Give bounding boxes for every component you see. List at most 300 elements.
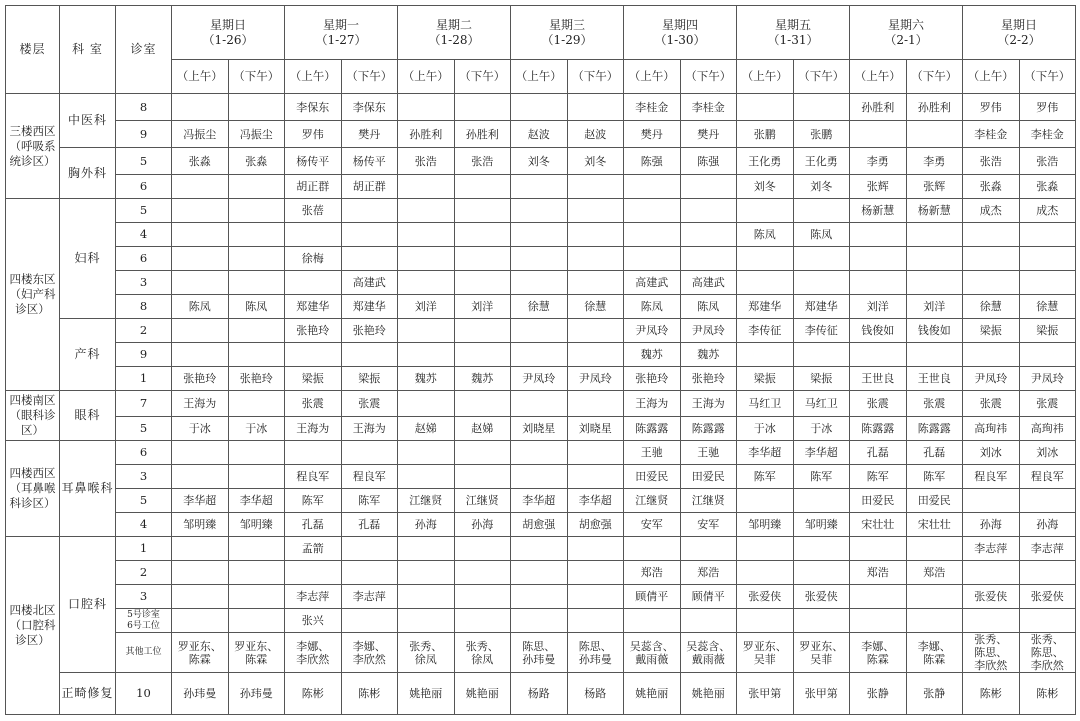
day-header: [172, 6, 285, 60]
doctor-cell: 顾倩平: [680, 585, 737, 609]
schedule-row: [6, 175, 1076, 199]
department-cell: 眼科: [60, 391, 116, 441]
doctor-cell: [398, 561, 455, 585]
doctor-cell: 陈军: [285, 489, 342, 513]
day-header: [737, 6, 850, 60]
doctor-cell: 钱俊如: [906, 319, 963, 343]
doctor-cell: 郑浩: [680, 561, 737, 585]
doctor-cell: [172, 561, 229, 585]
doctor-cell: 郑建华: [793, 295, 850, 319]
doctor-cell: 张震: [341, 391, 398, 417]
doctor-cell: 张爱侠: [1019, 585, 1076, 609]
doctor-cell: [624, 609, 681, 633]
doctor-cell: [793, 609, 850, 633]
doctor-cell: [454, 441, 511, 465]
doctor-cell: 张淼: [172, 148, 229, 175]
doctor-cell: [1019, 271, 1076, 295]
doctor-cell: 张艳玲: [228, 367, 285, 391]
doctor-cell: 宋壮壮: [906, 513, 963, 537]
doctor-cell: 陈彬: [963, 673, 1020, 715]
doctor-cell: 樊丹: [624, 121, 681, 148]
doctor-cell: [228, 199, 285, 223]
day-date: （1-28）: [428, 32, 480, 47]
doctor-cell: [850, 537, 907, 561]
doctor-cell: 李娜、 陈霖: [906, 633, 963, 673]
doctor-cell: 李娜、 李欣然: [341, 633, 398, 673]
doctor-cell: [1019, 609, 1076, 633]
day-header: [398, 6, 511, 60]
doctor-cell: 张震: [285, 391, 342, 417]
doctor-cell: [228, 343, 285, 367]
doctor-cell: 胡正群: [341, 175, 398, 199]
doctor-cell: 李娜、 陈霖: [850, 633, 907, 673]
doctor-cell: 王世良: [906, 367, 963, 391]
doctor-cell: 程良军: [285, 465, 342, 489]
doctor-cell: 杨传平: [285, 148, 342, 175]
doctor-cell: [567, 465, 624, 489]
doctor-cell: [793, 247, 850, 271]
floor-zone-cell: 四楼南区 （眼科诊 区）: [6, 391, 60, 441]
doctor-cell: 陈凤: [624, 295, 681, 319]
doctor-cell: [172, 537, 229, 561]
department-cell: 产科: [60, 319, 116, 391]
doctor-cell: [963, 271, 1020, 295]
doctor-cell: [567, 441, 624, 465]
room-number-cell: 6: [116, 247, 172, 271]
doctor-cell: [567, 175, 624, 199]
day-name: 星期日: [1001, 17, 1038, 32]
doctor-cell: [906, 121, 963, 148]
pm-header: （下午）: [228, 60, 285, 94]
doctor-cell: 徐梅: [285, 247, 342, 271]
schedule-row: [6, 271, 1076, 295]
doctor-cell: [737, 609, 794, 633]
doctor-cell: [511, 247, 568, 271]
doctor-cell: 李华超: [228, 489, 285, 513]
doctor-cell: 刘洋: [454, 295, 511, 319]
doctor-cell: 张秀、 陈思、 李欣然: [963, 633, 1020, 673]
doctor-cell: 刘冬: [793, 175, 850, 199]
doctor-cell: 张秀、 陈思、 李欣然: [1019, 633, 1076, 673]
doctor-cell: [228, 537, 285, 561]
pm-header: （下午）: [680, 60, 737, 94]
day-name: 星期二: [435, 17, 472, 32]
room-number-cell: 1: [116, 367, 172, 391]
schedule-row: [6, 465, 1076, 489]
doctor-cell: [511, 94, 568, 121]
doctor-cell: 王化勇: [793, 148, 850, 175]
doctor-cell: [906, 585, 963, 609]
schedule-row: [6, 417, 1076, 441]
room-number-cell: 8: [116, 94, 172, 121]
doctor-cell: 孙胜利: [454, 121, 511, 148]
doctor-cell: [454, 585, 511, 609]
doctor-cell: 孟箭: [285, 537, 342, 561]
pm-header: （下午）: [906, 60, 963, 94]
doctor-cell: 李保东: [341, 94, 398, 121]
doctor-cell: [228, 94, 285, 121]
doctor-cell: 张淼: [1019, 175, 1076, 199]
doctor-cell: [341, 247, 398, 271]
doctor-cell: 徐慧: [511, 295, 568, 319]
doctor-cell: [793, 271, 850, 295]
doctor-cell: 胡愈强: [511, 513, 568, 537]
doctor-cell: [963, 561, 1020, 585]
doctor-cell: 江继贤: [680, 489, 737, 513]
am-header: （上午）: [850, 60, 907, 94]
room-number-cell: 3: [116, 585, 172, 609]
doctor-cell: [850, 609, 907, 633]
doctor-cell: 张浩: [1019, 148, 1076, 175]
schedule-row: [6, 489, 1076, 513]
pm-header: （下午）: [793, 60, 850, 94]
doctor-cell: [511, 585, 568, 609]
doctor-cell: 刘洋: [906, 295, 963, 319]
doctor-cell: [906, 223, 963, 247]
doctor-cell: 魏苏: [454, 367, 511, 391]
doctor-cell: 陈露露: [850, 417, 907, 441]
doctor-cell: 郑浩: [906, 561, 963, 585]
doctor-cell: [567, 537, 624, 561]
doctor-cell: [285, 561, 342, 585]
doctor-cell: 赵波: [567, 121, 624, 148]
doctor-cell: 田爱民: [906, 489, 963, 513]
doctor-cell: [454, 319, 511, 343]
doctor-cell: [906, 609, 963, 633]
doctor-cell: 陈思、 孙玮曼: [511, 633, 568, 673]
doctor-cell: [285, 343, 342, 367]
doctor-cell: 陈军: [737, 465, 794, 489]
doctor-cell: 程良军: [1019, 465, 1076, 489]
doctor-cell: 程良军: [963, 465, 1020, 489]
doctor-cell: 张艳玲: [680, 367, 737, 391]
doctor-cell: [567, 223, 624, 247]
doctor-cell: [511, 537, 568, 561]
doctor-cell: 陈露露: [680, 417, 737, 441]
doctor-cell: 王海为: [624, 391, 681, 417]
doctor-cell: [737, 343, 794, 367]
doctor-cell: 高建武: [341, 271, 398, 295]
doctor-cell: 邹明臻: [172, 513, 229, 537]
doctor-cell: [511, 319, 568, 343]
doctor-cell: 罗亚东、 吴菲: [737, 633, 794, 673]
doctor-cell: 王海为: [341, 417, 398, 441]
doctor-cell: 孔磊: [285, 513, 342, 537]
schedule-wrapper: [5, 5, 1076, 715]
room-number-cell: 6: [116, 175, 172, 199]
doctor-cell: 樊丹: [341, 121, 398, 148]
day-name: 星期日: [209, 17, 246, 32]
doctor-cell: 张爱侠: [737, 585, 794, 609]
doctor-cell: [850, 247, 907, 271]
day-date: （1-31）: [767, 32, 819, 47]
doctor-cell: [228, 585, 285, 609]
schedule-row: [6, 441, 1076, 465]
doctor-cell: 李华超: [511, 489, 568, 513]
doctor-cell: [172, 465, 229, 489]
doctor-cell: 张爱侠: [963, 585, 1020, 609]
doctor-cell: 徐慧: [963, 295, 1020, 319]
doctor-cell: 李华超: [737, 441, 794, 465]
doctor-cell: [793, 94, 850, 121]
doctor-cell: 陈彬: [341, 673, 398, 715]
room-number-cell: 10: [116, 673, 172, 715]
doctor-cell: 程良军: [341, 465, 398, 489]
doctor-cell: [624, 537, 681, 561]
room-number-cell: 4: [116, 513, 172, 537]
doctor-cell: [285, 441, 342, 465]
doctor-cell: 刘洋: [850, 295, 907, 319]
doctor-cell: [454, 94, 511, 121]
day-name: 星期四: [661, 17, 698, 32]
am-header: （上午）: [398, 60, 455, 94]
doctor-cell: [398, 94, 455, 121]
doctor-cell: [285, 271, 342, 295]
doctor-cell: 孙玮曼: [172, 673, 229, 715]
room-number-cell: 9: [116, 343, 172, 367]
doctor-cell: 罗亚东、 吴菲: [793, 633, 850, 673]
schedule-row: [6, 148, 1076, 175]
schedule-row: [6, 513, 1076, 537]
doctor-cell: [624, 199, 681, 223]
doctor-cell: [228, 561, 285, 585]
doctor-cell: 李桂金: [680, 94, 737, 121]
day-header: [285, 6, 398, 60]
doctor-cell: 魏苏: [398, 367, 455, 391]
doctor-cell: 孙胜利: [906, 94, 963, 121]
doctor-cell: [454, 223, 511, 247]
doctor-cell: [454, 537, 511, 561]
department-cell: 正畸修复: [60, 673, 116, 715]
department-cell: 胸外科: [60, 148, 116, 199]
doctor-cell: 张蓓: [285, 199, 342, 223]
doctor-cell: 罗亚东、 陈霖: [228, 633, 285, 673]
doctor-cell: 江继贤: [624, 489, 681, 513]
doctor-cell: 李桂金: [1019, 121, 1076, 148]
doctor-cell: [511, 343, 568, 367]
doctor-cell: [737, 271, 794, 295]
am-header: （上午）: [737, 60, 794, 94]
doctor-cell: [228, 319, 285, 343]
room-number-cell: 其他工位: [116, 633, 172, 673]
doctor-cell: [511, 199, 568, 223]
doctor-cell: 王海为: [285, 417, 342, 441]
doctor-cell: [454, 175, 511, 199]
doctor-cell: [511, 465, 568, 489]
schedule-row: [6, 247, 1076, 271]
doctor-cell: 刘冬: [567, 148, 624, 175]
doctor-cell: [737, 247, 794, 271]
room-number-cell: 7: [116, 391, 172, 417]
doctor-cell: 张静: [906, 673, 963, 715]
doctor-cell: 杨新慧: [850, 199, 907, 223]
doctor-cell: [1019, 223, 1076, 247]
doctor-cell: 张艳玲: [624, 367, 681, 391]
doctor-cell: 孙海: [454, 513, 511, 537]
doctor-cell: [398, 585, 455, 609]
doctor-cell: [172, 271, 229, 295]
doctor-cell: 安军: [680, 513, 737, 537]
doctor-cell: [398, 441, 455, 465]
room-number-cell: 5: [116, 199, 172, 223]
schedule-row: [6, 609, 1076, 633]
department-cell: 妇科: [60, 199, 116, 319]
day-date: （1-29）: [541, 32, 593, 47]
doctor-cell: [567, 343, 624, 367]
doctor-cell: [511, 271, 568, 295]
day-date: （1-30）: [654, 32, 706, 47]
room-number-cell: 1: [116, 537, 172, 561]
am-header: （上午）: [963, 60, 1020, 94]
doctor-cell: [567, 609, 624, 633]
doctor-cell: 李桂金: [624, 94, 681, 121]
doctor-cell: 张秀、 徐凤: [398, 633, 455, 673]
doctor-cell: 吴蕊含、 戴雨薇: [624, 633, 681, 673]
doctor-cell: [850, 585, 907, 609]
floor-zone-cell: 三楼西区 （呼吸系 统诊区）: [6, 94, 60, 199]
room-number-cell: 2: [116, 561, 172, 585]
doctor-cell: 冯振尘: [172, 121, 229, 148]
doctor-cell: 邹明臻: [737, 513, 794, 537]
clinic-schedule-table: [5, 5, 1076, 715]
floor-header: 楼层: [6, 6, 60, 94]
doctor-cell: 李志萍: [341, 585, 398, 609]
schedule-row: [6, 537, 1076, 561]
doctor-cell: 刘冰: [963, 441, 1020, 465]
doctor-cell: 赵波: [511, 121, 568, 148]
day-name: 星期三: [548, 17, 585, 32]
doctor-cell: [567, 247, 624, 271]
schedule-row: [6, 633, 1076, 673]
doctor-cell: [737, 561, 794, 585]
doctor-cell: [172, 94, 229, 121]
doctor-cell: [567, 391, 624, 417]
doctor-cell: [172, 441, 229, 465]
doctor-cell: 罗伟: [963, 94, 1020, 121]
doctor-cell: [172, 247, 229, 271]
doctor-cell: [228, 609, 285, 633]
doctor-cell: 尹凤玲: [567, 367, 624, 391]
doctor-cell: 张鹏: [793, 121, 850, 148]
doctor-cell: [850, 343, 907, 367]
am-header: （上午）: [511, 60, 568, 94]
doctor-cell: 马红卫: [793, 391, 850, 417]
doctor-cell: 郑浩: [850, 561, 907, 585]
doctor-cell: 尹凤玲: [963, 367, 1020, 391]
doctor-cell: 尹凤玲: [1019, 367, 1076, 391]
doctor-cell: 张震: [1019, 391, 1076, 417]
schedule-row: [6, 391, 1076, 417]
doctor-cell: 冯振尘: [228, 121, 285, 148]
floor-zone-cell: 四楼西区 （耳鼻喉 科诊区）: [6, 441, 60, 537]
doctor-cell: [567, 199, 624, 223]
doctor-cell: 郑建华: [341, 295, 398, 319]
doctor-cell: 张艳玲: [285, 319, 342, 343]
room-number-cell: 9: [116, 121, 172, 148]
doctor-cell: [454, 465, 511, 489]
doctor-cell: 郑建华: [737, 295, 794, 319]
doctor-cell: [398, 465, 455, 489]
doctor-cell: 陈军: [793, 465, 850, 489]
doctor-cell: 吴蕊含、 戴雨薇: [680, 633, 737, 673]
doctor-cell: [567, 271, 624, 295]
doctor-cell: 杨新慧: [906, 199, 963, 223]
doctor-cell: 李保东: [285, 94, 342, 121]
doctor-cell: 田爱民: [680, 465, 737, 489]
header-row-days: [6, 6, 1076, 60]
am-header: （上午）: [624, 60, 681, 94]
doctor-cell: [1019, 343, 1076, 367]
doctor-cell: 高珣祎: [1019, 417, 1076, 441]
doctor-cell: 孔磊: [341, 513, 398, 537]
doctor-cell: 田爱民: [850, 489, 907, 513]
doctor-cell: [454, 199, 511, 223]
room-number-cell: 2: [116, 319, 172, 343]
doctor-cell: [228, 441, 285, 465]
doctor-cell: [793, 561, 850, 585]
doctor-cell: 罗亚东、 陈霖: [172, 633, 229, 673]
doctor-cell: [624, 175, 681, 199]
doctor-cell: 姚艳丽: [680, 673, 737, 715]
floor-zone-cell: 四楼东区 （妇产科 诊区）: [6, 199, 60, 391]
doctor-cell: 郑浩: [624, 561, 681, 585]
day-date: （2-1）: [884, 32, 928, 47]
doctor-cell: 杨传平: [341, 148, 398, 175]
doctor-cell: 罗伟: [285, 121, 342, 148]
doctor-cell: [454, 609, 511, 633]
doctor-cell: 李志萍: [1019, 537, 1076, 561]
doctor-cell: 张甲第: [737, 673, 794, 715]
doctor-cell: 陈凤: [228, 295, 285, 319]
doctor-cell: [737, 537, 794, 561]
doctor-cell: 张淼: [963, 175, 1020, 199]
doctor-cell: [398, 247, 455, 271]
doctor-cell: 孙海: [1019, 513, 1076, 537]
doctor-cell: 张浩: [454, 148, 511, 175]
doctor-cell: 陈彬: [285, 673, 342, 715]
doctor-cell: [737, 94, 794, 121]
doctor-cell: [680, 175, 737, 199]
doctor-cell: 张震: [963, 391, 1020, 417]
doctor-cell: 尹凤玲: [680, 319, 737, 343]
doctor-cell: 孙海: [398, 513, 455, 537]
doctor-cell: 张秀、 徐凤: [454, 633, 511, 673]
doctor-cell: [228, 175, 285, 199]
doctor-cell: 高建武: [624, 271, 681, 295]
doctor-cell: 姚艳丽: [398, 673, 455, 715]
schedule-row: [6, 295, 1076, 319]
doctor-cell: 顾倩平: [624, 585, 681, 609]
room-number-cell: 4: [116, 223, 172, 247]
pm-header: （下午）: [341, 60, 398, 94]
doctor-cell: 高珣祎: [963, 417, 1020, 441]
doctor-cell: 王海为: [680, 391, 737, 417]
doctor-cell: [567, 561, 624, 585]
doctor-cell: 王驰: [680, 441, 737, 465]
doctor-cell: [172, 319, 229, 343]
doctor-cell: 陈强: [680, 148, 737, 175]
schedule-row: [6, 121, 1076, 148]
doctor-cell: [398, 319, 455, 343]
department-cell: 中医科: [60, 94, 116, 148]
doctor-cell: 王海为: [172, 391, 229, 417]
schedule-row: [6, 561, 1076, 585]
doctor-cell: [228, 247, 285, 271]
day-header: [511, 6, 624, 60]
doctor-cell: 孔磊: [850, 441, 907, 465]
doctor-cell: 梁振: [285, 367, 342, 391]
doctor-cell: [398, 175, 455, 199]
